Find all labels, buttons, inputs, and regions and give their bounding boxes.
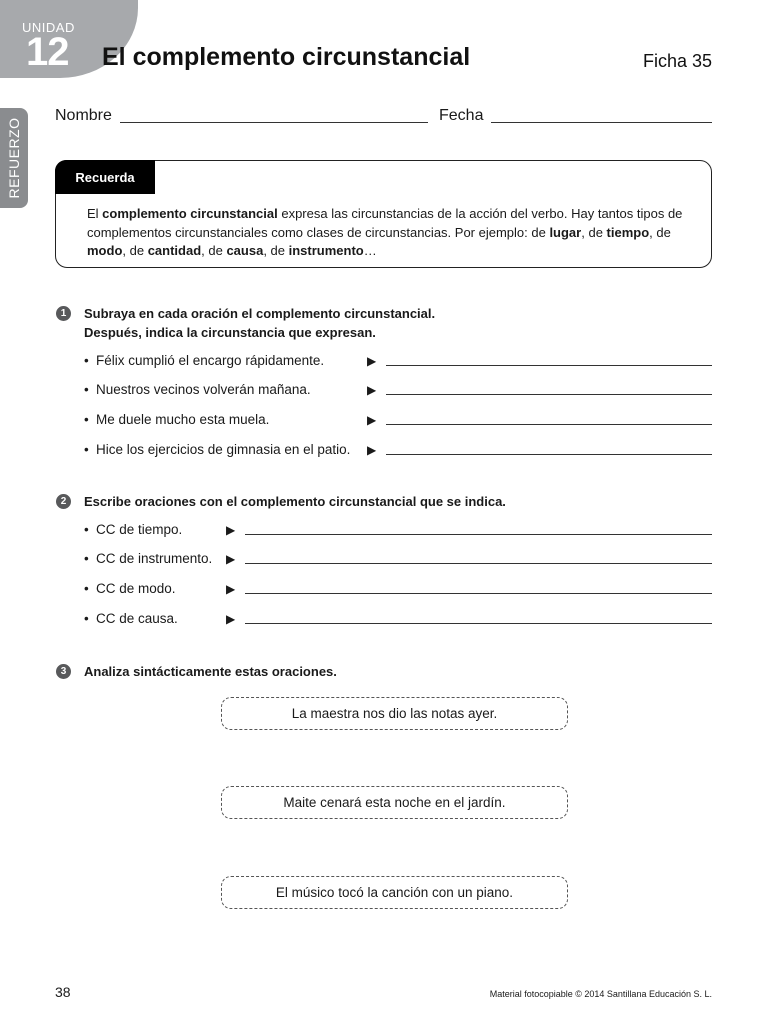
arrow-icon: ▶: [367, 413, 377, 427]
bullet: •: [84, 551, 89, 566]
bullet: •: [84, 581, 89, 596]
recuerda-keyword: tiempo: [606, 224, 650, 240]
answer-line[interactable]: [245, 534, 712, 535]
exercise-1-number: 1: [56, 306, 71, 321]
exercise-3-instruction-line: Analiza sintácticamente estas oraciones.: [84, 664, 337, 679]
side-tab-label: REFUERZO: [6, 117, 22, 199]
exercise-1-instruction: [84, 304, 435, 342]
recuerda-tag: Recuerda: [55, 160, 155, 194]
answer-line[interactable]: [386, 424, 712, 425]
answer-line[interactable]: [245, 563, 712, 564]
recuerda-text-run: , de: [201, 243, 227, 258]
sentence-box: El músico tocó la canción con un piano.: [221, 876, 568, 909]
recuerda-keyword: modo: [87, 243, 123, 258]
exercise-1-sentence: Félix cumplió el encargo rápidamente.: [96, 353, 325, 368]
ficha-label: Ficha 35: [642, 51, 712, 71]
sentence-box: Maite cenará esta noche en el jardín.: [221, 786, 568, 819]
recuerda-text-run: , de: [649, 224, 671, 240]
answer-line[interactable]: [245, 593, 712, 594]
bullet: •: [84, 382, 89, 397]
recuerda-keyword: lugar: [549, 224, 582, 240]
bullet: •: [84, 611, 89, 626]
exercise-1-sentence: Me duele mucho esta muela.: [96, 412, 270, 427]
bullet: •: [84, 412, 89, 427]
recuerda-text-run: , de: [122, 243, 148, 258]
recuerda-box: [55, 160, 712, 268]
answer-line[interactable]: [386, 454, 712, 455]
unit-number: 12: [26, 30, 69, 74]
side-tab: [0, 108, 28, 208]
recuerda-text-run: El: [87, 206, 103, 221]
page-title: El complemento circunstancial: [102, 43, 471, 71]
bullet: •: [84, 353, 89, 368]
exercise-1-instruction-line: Subraya en cada oración el complemento circunstancial.: [84, 306, 436, 321]
exercise-3-instruction: [84, 662, 337, 681]
arrow-icon: ▶: [226, 582, 236, 596]
recuerda-text-run: , de: [581, 224, 607, 240]
exercise-2-instruction-line: Escribe oraciones con el complemento circunstancial que se indica.: [84, 494, 506, 509]
name-label: Nombre: [55, 107, 112, 124]
arrow-icon: ▶: [226, 552, 236, 566]
name-field[interactable]: [120, 122, 428, 123]
exercise-2-prompt: CC de causa.: [96, 611, 178, 626]
recuerda-text-run: expresa las circunstancias de la acción del verbo. Hay tantos tipos de complementos circunstanciales como clases de circunstancias. Por ejemplo: de: [87, 206, 683, 240]
recuerda-keyword: complemento circunstancial: [102, 206, 278, 221]
arrow-icon: ▶: [226, 612, 236, 626]
sentence-box: La maestra nos dio las notas ayer.: [221, 697, 568, 730]
page-number: 38: [55, 984, 71, 1000]
exercise-2-prompt: CC de instrumento.: [96, 551, 213, 566]
exercise-2-prompt: CC de modo.: [96, 581, 176, 596]
exercise-2-prompt: CC de tiempo.: [96, 522, 183, 537]
date-label: Fecha: [439, 107, 484, 124]
recuerda-keyword: instrumento: [288, 243, 364, 258]
exercise-1-sentence: Nuestros vecinos volverán mañana.: [96, 382, 311, 397]
exercise-3-number: 3: [56, 664, 71, 679]
arrow-icon: ▶: [367, 354, 377, 368]
exercise-1-sentence: Hice los ejercicios de gimnasia en el patio.: [96, 442, 351, 457]
arrow-icon: ▶: [367, 383, 377, 397]
bullet: •: [84, 442, 89, 457]
unit-label: UNIDAD: [22, 20, 75, 35]
exercise-2-instruction: [84, 492, 506, 511]
arrow-icon: ▶: [226, 523, 236, 537]
recuerda-text-run: …: [363, 243, 377, 258]
answer-line[interactable]: [386, 365, 712, 366]
arrow-icon: ▶: [367, 443, 377, 457]
answer-line[interactable]: [245, 623, 712, 624]
exercise-1-instruction-line: Después, indica la circunstancia que expresan.: [84, 325, 376, 340]
recuerda-text: [87, 205, 687, 261]
date-field[interactable]: [491, 122, 712, 123]
recuerda-keyword: cantidad: [147, 243, 202, 258]
copyright-notice: Material fotocopiable © 2014 Santillana Educación S. L.: [489, 989, 712, 999]
answer-line[interactable]: [386, 394, 712, 395]
bullet: •: [84, 522, 89, 537]
recuerda-keyword: causa: [226, 243, 264, 258]
recuerda-text-run: , de: [263, 243, 289, 258]
exercise-2-number: 2: [56, 494, 71, 509]
